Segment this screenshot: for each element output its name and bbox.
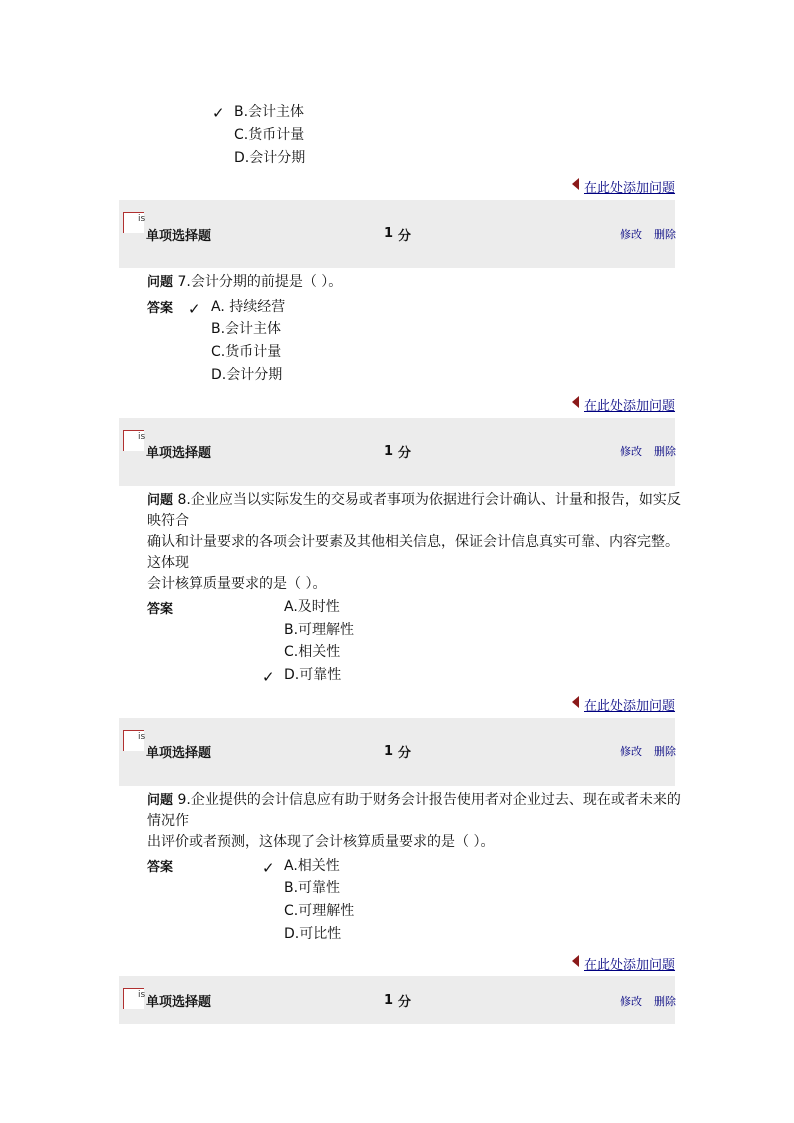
correct-check-icon: ✓ [262, 859, 275, 877]
option-a: A.相关性 [284, 858, 340, 874]
question-type-label: 单项选择题 [146, 229, 212, 244]
answer-label: 答案 [147, 301, 174, 316]
add-question-link[interactable]: 在此处添加问题 [584, 699, 676, 714]
option-b: B.可靠性 [284, 880, 341, 896]
question-type-icon: is [123, 430, 144, 451]
points-unit: 分 [398, 229, 412, 244]
edit-link[interactable]: 修改 [620, 745, 642, 758]
question-label: 问题 [147, 493, 174, 508]
question-header-bar [119, 200, 675, 268]
answer-label: 答案 [147, 602, 174, 617]
points-unit: 分 [398, 446, 412, 461]
option-b: B.会计主体 [211, 321, 282, 337]
question-header-bar [119, 976, 675, 1024]
question-type-icon: is [123, 212, 144, 233]
question-type-label: 单项选择题 [146, 995, 212, 1010]
arrow-left-icon [572, 396, 579, 408]
delete-link[interactable]: 删除 [654, 745, 676, 758]
arrow-left-icon [572, 955, 579, 967]
question-type-label: 单项选择题 [146, 746, 212, 761]
question-7-body: 7.会计分期的前提是（ ）。 [177, 274, 343, 290]
correct-check-icon: ✓ [262, 668, 275, 686]
answer-label: 答案 [147, 860, 174, 875]
question-header-bar [119, 418, 675, 486]
delete-link[interactable]: 删除 [654, 445, 676, 458]
arrow-left-icon [572, 696, 579, 708]
option-a: A.及时性 [284, 599, 340, 615]
points-unit: 分 [398, 746, 412, 761]
add-question-link[interactable]: 在此处添加问题 [584, 181, 676, 196]
points-value: 1 [384, 444, 394, 459]
question-7-text [147, 272, 342, 293]
question-type-icon: is [123, 730, 144, 751]
option-c: C.货币计量 [234, 127, 305, 143]
option-d: D.会计分期 [234, 150, 306, 166]
delete-link[interactable]: 删除 [654, 995, 676, 1008]
edit-link[interactable]: 修改 [620, 445, 642, 458]
question-header-bar [119, 718, 675, 786]
points-value: 1 [384, 226, 394, 241]
question-8-text: 问题 8.企业应当以实际发生的交易或者事项为依据进行会计确认、计量和报告，如实反 映符合 确认和计量要求的各项会计要素及其他相关信息，保证会计信息真实可靠、内容完整。 这体现 会计核算质量要求的是（ ）。 [147, 492, 681, 592]
option-d: D.会计分期 [211, 367, 283, 383]
edit-link[interactable]: 修改 [620, 228, 642, 241]
edit-link[interactable]: 修改 [620, 995, 642, 1008]
option-c: C.可理解性 [284, 903, 355, 919]
option-c: C.相关性 [284, 644, 341, 660]
question-type-label: 单项选择题 [146, 446, 212, 461]
question-label: 问题 [147, 793, 174, 808]
question-9-text: 问题 9.企业提供的会计信息应有助于财务会计报告使用者对企业过去、现在或者未来的 情况作 出评价或者预测，这体现了会计核算质量要求的是（ ）。 [147, 792, 681, 850]
add-question-link[interactable]: 在此处添加问题 [584, 958, 676, 973]
question-type-icon: is [123, 988, 144, 1009]
points-unit: 分 [398, 995, 412, 1010]
points-value: 1 [384, 744, 394, 759]
correct-check-icon: ✓ [212, 104, 225, 122]
add-question-link[interactable]: 在此处添加问题 [584, 399, 676, 414]
option-a: A. 持续经营 [211, 299, 286, 315]
option-b: B.会计主体 [234, 104, 305, 120]
option-d: D.可比性 [284, 926, 342, 942]
option-b: B.可理解性 [284, 622, 355, 638]
points-value: 1 [384, 993, 394, 1008]
correct-check-icon: ✓ [188, 300, 201, 318]
delete-link[interactable]: 删除 [654, 228, 676, 241]
option-c: C.货币计量 [211, 344, 282, 360]
arrow-left-icon [572, 178, 579, 190]
question-label: 问题 [147, 275, 174, 290]
option-d: D.可靠性 [284, 667, 342, 683]
